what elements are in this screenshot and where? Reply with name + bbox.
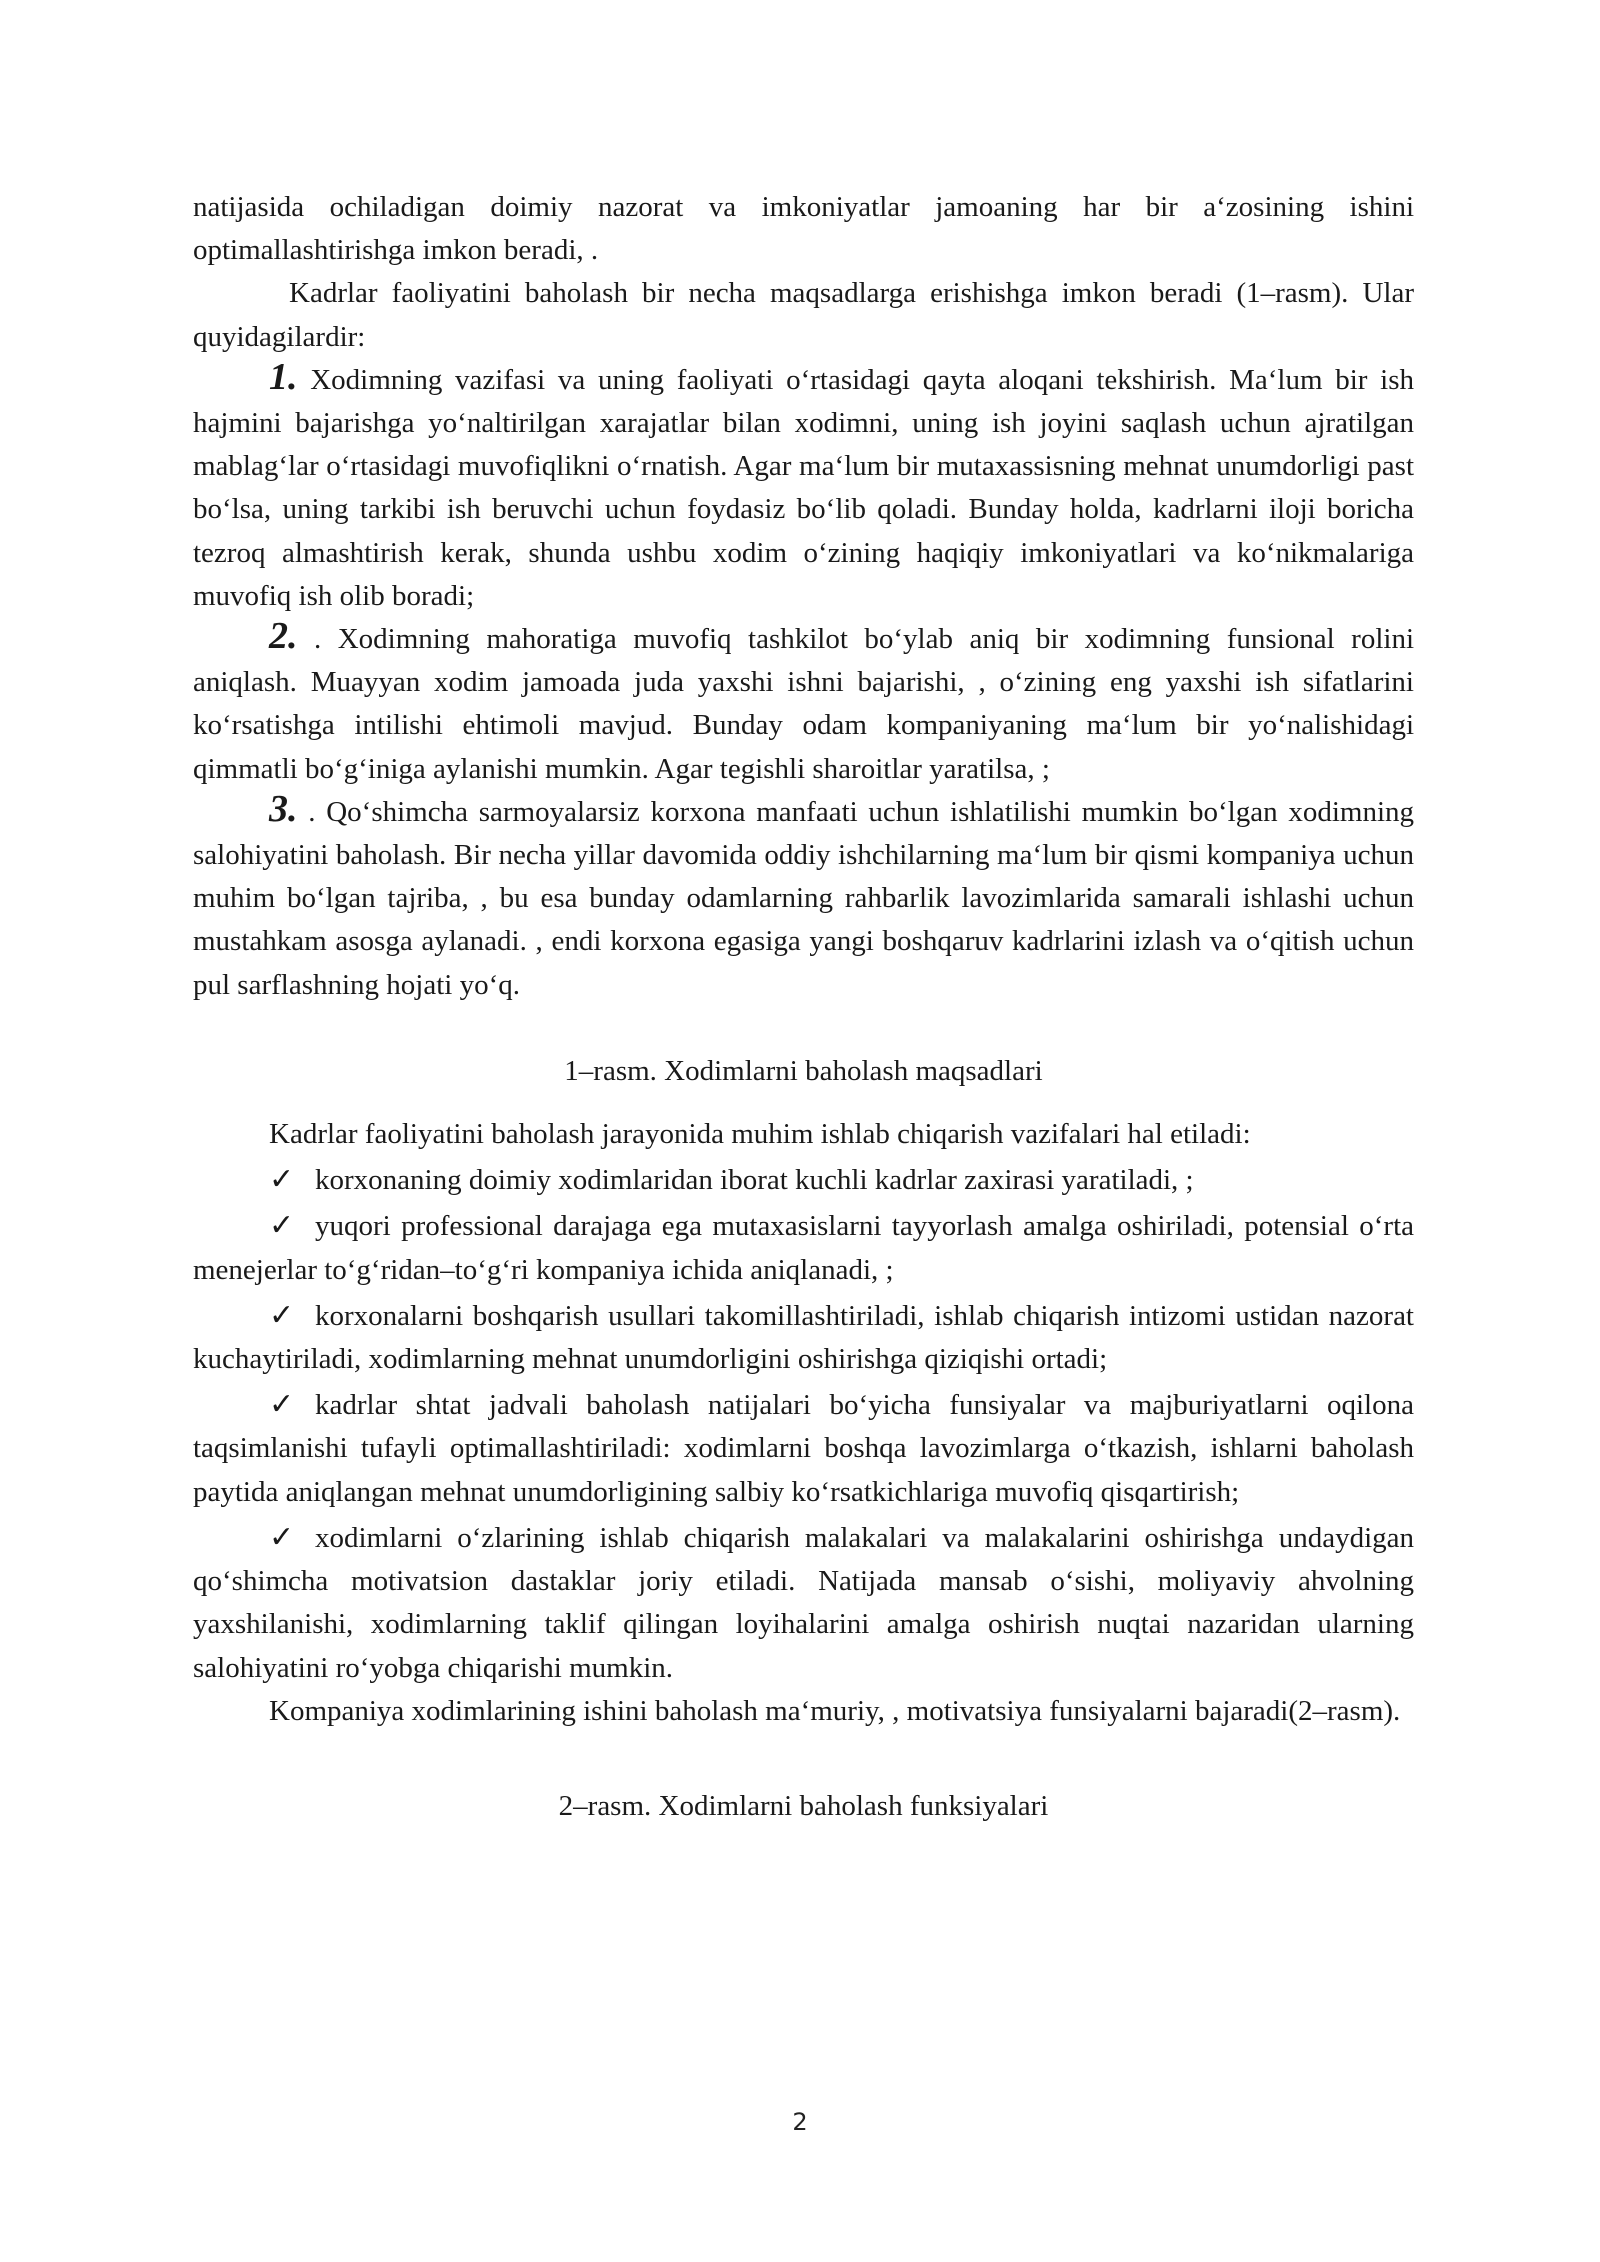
paragraph-kadrlar: Kadrlar faoliyatini baholash jarayonida muhim ishlab chiqarish vazifalari hal etiladi: <box>269 1118 1251 1151</box>
item-number: 3. <box>269 787 298 830</box>
check-item-text: korxonalarni boshqarish usullari takomillashtiriladi, ishlab chiqarish intizomi ustidan nazorat kuchaytiriladi, xodimlarning mehnat unumdorligini oshirishga qiziqishi ortadi; <box>193 1299 1414 1376</box>
item-text: . Xodimning mahoratiga muvofiq tashkilot bo‘ylab aniq bir xodimning funsional rolini aniqlash. Muayyan xodim jamoada juda yaxshi ishni bajarishi, , o‘zining eng yaxshi ish sifatlarini ko‘rsatishga intilishi ehtimoli mavjud. Bunday odam kompaniyaning ma‘lum bir yo‘nalishidagi qimmatli bo‘g‘iniga aylanishi mumkin. Agar tegishli sharoitlar yaratilsa, ; <box>193 623 1414 785</box>
check-item-text: yuqori professional darajaga ega mutaxasislarni tayyorlash amalga oshiriladi, potensial o‘rta menejerlar to‘g‘ridan–to‘g‘ri kompaniya ichida aniqlanadi, ; <box>193 1210 1414 1286</box>
check-list-item: ✓ kadrlar shtat jadvali baholash natijalari bo‘yicha funsiyalar va majburiyatlarni oqilona taqsimlanishi tufayli optimallashtiriladi: xodimlarni boshqa lavozimlarga o‘tkazish, ishlarni baholash paytida aniqlangan mehnat unumdorligining salbiy ko‘rsatkichlariga muvofiq qisqartirish; <box>193 1387 1414 1508</box>
numbered-item-3 <box>193 787 1414 1007</box>
check-list-item: ✓ yuqori professional darajaga ega mutaxasislarni tayyorlash amalga oshiriladi, potensial o‘rta menejerlar to‘g‘ridan–to‘g‘ri kompaniya ichida aniqlanadi, ; <box>193 1208 1414 1286</box>
check-list-item: ✓ korxonalarni boshqarish usullari takomillashtiriladi, ishlab chiqarish intizomi ustidan nazorat kuchaytiriladi, xodimlarning mehnat unumdorligini oshirishga qiziqishi ortadi; <box>193 1297 1414 1376</box>
check-item-text: korxonaning doimiy xodimlaridan iborat kuchli kadrlar zaxirasi yaratiladi, ; <box>315 1164 1194 1197</box>
paragraph-intro: natijasida ochiladigan doimiy nazorat va imkoniyatlar jamoaning har bir a‘zosining ishini optimallashtirishga imkon beradi, . <box>193 191 1414 267</box>
numbered-item-1 <box>193 355 1414 618</box>
page-number: 2 <box>792 2108 808 2136</box>
item-number: 1. <box>269 355 298 398</box>
check-item-text: xodimlarni o‘zlarining ishlab chiqarish malakalari va malakalarini oshirishga undaydigan qo‘shimcha motivatsion dastaklar joriy etiladi. Natijada mansab o‘sishi, moliyaviy ahvolning yaxshilanishi, xodimlarning taklif qilingan loyihalarini amalga oshirish nuqtai nazaridan ularning salohiyatini ro‘yobga chiqarishi mumkin. <box>193 1521 1414 1684</box>
check-item-text: kadrlar shtat jadvali baholash natijalari bo‘yicha funsiyalar va majburiyatlarni oqilona taqsimlanishi tufayli optimallashtiriladi: xodimlarni boshqa lavozimlarga o‘tkazish, ishlarni baholash paytida aniqlangan mehnat unumdorligining salbiy ko‘rsatkichlariga muvofiq qisqartirish; <box>193 1389 1414 1508</box>
paragraph-goals: Kadrlar faoliyatini baholash bir necha maqsadlarga erishishga imkon beradi (1–rasm). Ular quyidagilardir: <box>193 277 1414 353</box>
paragraph-company: Kompaniya xodimlarining ishini baholash ma‘muriy, , motivatsiya funsiyalarni bajaradi(2–rasm). <box>269 1694 1401 1727</box>
figure-caption-1: 1–rasm. Xodimlarni baholash maqsadlari <box>564 1054 1043 1087</box>
check-list-item: ✓ korxonaning doimiy xodimlaridan iborat kuchli kadrlar zaxirasi yaratiladi, ; <box>269 1162 1194 1198</box>
item-text: Xodimning vazifasi va uning faoliyati o‘rtasidagi qayta aloqani tekshirish. Ma‘lum bir ish hajmini bajarishga yo‘naltirilgan xarajatlar bilan xodimni, uning ish joyini saqlash uchun ajratilgan mablag‘lar o‘rtasidagi muvofiqlikni o‘rnatish. Agar ma‘lum bir mutaxassisning mehnat unumdorligi past bo‘lsa, uning tarkibi ish beruvchi uchun foydasiz bo‘lib qoladi. Bunday holda, kadrlarni iloji boricha tezroq almashtirish kerak, shunda ushbu xodim o‘zining haqiqiy imkoniyatlari va ko‘nikmalariga muvofiq ish olib boradi; <box>193 363 1414 612</box>
item-text: . Qo‘shimcha sarmoyalarsiz korxona manfaati uchun ishlatilishi mumkin bo‘lgan xodimning salohiyatini baholash. Bir necha yillar davomida oddiy ishchilarning ma‘lum bir qismi kompaniya uchun muhim bo‘lgan tajriba, , bu esa bunday odamlarning rahbarlik lavozimlarida samarali ishlashi uchun mustahkam asosga aylanadi. , endi korxona egasiga yangi boshqaruv kadrlarini izlash va o‘qitish uchun pul sarflashning hojati yo‘q. <box>193 795 1414 1001</box>
check-list-item: ✓ xodimlarni o‘zlarining ishlab chiqarish malakalari va malakalarini oshirishga undaydigan qo‘shimcha motivatsion dastaklar joriy etiladi. Natijada mansab o‘sishi, moliyaviy ahvolning yaxshilanishi, xodimlarning taklif qilingan loyihalarini amalga oshirish nuqtai nazaridan ularning salohiyatini ro‘yobga chiqarishi mumkin. <box>193 1519 1414 1684</box>
item-number: 2. <box>269 615 298 658</box>
numbered-item-2 <box>193 615 1414 791</box>
figure-caption-2: 2–rasm. Xodimlarni baholash funksiyalari <box>558 1789 1049 1822</box>
